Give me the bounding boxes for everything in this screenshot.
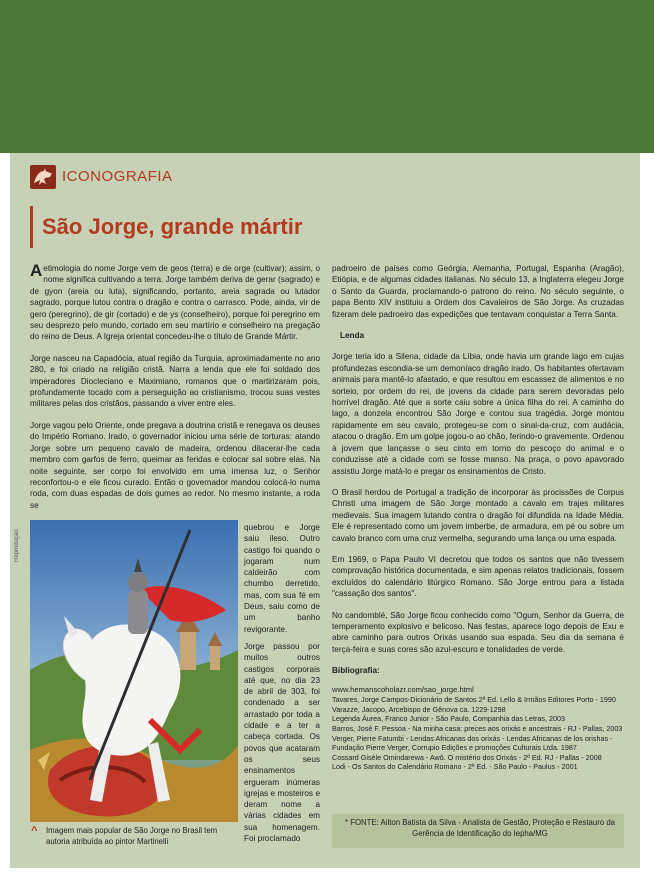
- paragraph-candomble: No candomblé, São Jorge ficou conhecido como "Ogum, Senhor da Guerra, de temperamento explosivo e belicoso. Nas festas, aparece logo depois de Exu e abre caminho para outros Orixás usando sua espada. Seu dia da semana é terça-feira e suas cores são azul-escuro e tonalidades de verde.: [332, 610, 624, 654]
- paragraph-1969: Em 1969, o Papa Paulo VI decretou que todos os santos que não tivessem comprovação histórica documentada, e sim apenas relatos tradicionais, fossem excluídos do calendário litúrgico Romano. São Jorge entrou para a listada "cassação dos santos".: [332, 554, 624, 599]
- bibliography-item: www.hemanscoholazr.com/sao_jorge.html: [332, 684, 474, 694]
- top-green-band: [0, 0, 654, 153]
- paragraph-legend: Jorge teria ido a Silena, cidade da Líbia, onde havia um grande lago em cujas profundezas escondia-se um demoníaco dragão irado. Os habitantes ofertavam animais para mantê-lo afastado, e que resultou em escassez de alimentos e no sorteio, por ordem do rei, de jovens da cidade para serem devoradas pelo horrível dragão. Até que a sorte caiu sobre a única filha do rei. A caminho do lago, a donzela encontrou São Jorge e contou sua tragédia. Jorge montou rapidamente em seu cavalo, protegeu-se com o sinal-da-cruz, com audácia, atacou o dragão. Em um golpe jogou-o ao chão, ferindo-o gravemente. Ordenou à jovem que lançasse o seu cinto em torno do pescoço do animal e o conduzisse até a cidade com se fosse manso. Na praça, o povo apavorado assistiu Jorge matá-lo e pregar os ensinamentos de Cristo.: [332, 352, 624, 476]
- paragraph-cauldron: quebrou e Jorge saiu ileso. Outro castigo foi quando o jogaram num caldeirão com chumbo derretido, mas, com sua fé em Deus, saiu como de um banho revigorante.: [244, 523, 320, 634]
- saint-george-painting: [30, 520, 238, 822]
- paragraph-patron: padroeiro de países como Geórgia, Alemanha, Portugal, Espanha (Aragão), Etiópia, e de algumas cidades italianas. No século 13, a Inglaterra elegeu Jorge o Santo da Guarda, proclamando-o patrono do reino. No século seguinte, o papa Bento XIV instituiu a Ordem dos Cavaleiros de São Jorge. As cruzadas fizeram dele padroeiro das expedições que tentavam conquistar a Terra Santa.: [332, 264, 624, 319]
- bibliography-title: Bibliografia:: [332, 666, 380, 676]
- bibliography-item: Lodi - Os Santos do Calendário Romano - 2ª Ed. - São Paulo - Paulus - 2001: [332, 762, 578, 772]
- bibliography-list: [332, 685, 624, 772]
- photo-credit: Reprodução: [14, 529, 20, 562]
- title-accent-bar: [30, 206, 33, 248]
- paragraph-torture: Jorge vagou pelo Oriente, onde pregava a doutrina cristã e renegava os deuses do Império Romano. Irado, o governador iniciou uma série de torturas: atando Jorge sobre um pequeno cavalo de madeira, ordenou dilacerar-lhe cada membro com garfos de ferro, queimar as feridas e colocar sal sobre elas. Na noite seguinte, ser corpo foi envolvido em uma imensa luz, o Senhor reconfortou-o e ele ficou curado. Então o governador mandou colocá-lo numa roda, com duas espadas de dois gumes ao redor. No mesmo instante, a roda se: [30, 420, 320, 510]
- image-caption: Imagem mais popular de São Jorge no Brasil tem autoria atribuída ao pintor Martinelli: [46, 826, 218, 846]
- paragraph-birth: Jorge nasceu na Capadócia, atual região da Turquia, aproximadamente no ano 280, e foi criado na religião cristã. Narra a lenda que ele foi soldado dos imperadores Diocleciano e Maximiano, romanos que o martirizaram pois, profundamente tocado com a perseguição ao cristianismo, trocou suas vestes militares pelas dos cristãos, passando a viver entre eles.: [30, 353, 320, 409]
- paragraph-martyrdom: Jorge passou por muitos outros castigos corporais até que, no dia 23 de abril de 303, foi condenado a ser arrastado por toda a cidade e a ter a cabeça cortada. Os povos que acataram os seus ensinamentos ergueram inúmeras igrejas e mosteiros e deram nome a várias cidades em sua homenagem. Foi proclamado: [244, 641, 320, 844]
- bibliography-item: Legenda Áurea, Franco Junior - São Paulo, Companhia das Letras, 2003: [332, 714, 565, 724]
- subhead-lenda: Lenda: [340, 331, 365, 341]
- right-column: [332, 263, 624, 772]
- paragraph-etymology: [30, 263, 320, 343]
- right-margin: [640, 153, 654, 880]
- caption-marker-icon: ^: [31, 825, 38, 837]
- article-title: São Jorge, grande mártir: [42, 214, 303, 239]
- bibliography-item: Verger, Pierre Fatumbi - Lendas Africanas dos orixás - Lendas Africanas de los orishas - Fundação Pierre Verger, Corrupio Edições e promoções Culturais Ltda. 1987: [332, 733, 613, 753]
- paragraph-text: etimologia do nome Jorge vem de geos (terra) e de orge (cultivar); assim, o nome significa cultivando a terra. Jorge também deriva de gerar (sagrado) e de gyon (areia ou luta), significando, portanto, areia sagrada ou lutador sagrado, porque lutou contra o dragão e contra o carrasco. Pode, ainda, vir de gero (peregrino), de gir (cortado) e de ys (conselheiro), porque foi peregrino em seu desprezo pelo mundo, cortado em seu martírio e conselheiro na pregação do reino de Deus. A Igreja oriental concedeu-lhe o título de Grande Mártir.: [30, 264, 320, 342]
- bibliography-item: Cossard Gisèle Omindarewa - Awô. O mistério dos Orixás - 2ª Ed. RJ - Pallas - 2008: [332, 752, 602, 762]
- drop-cap: A: [30, 261, 43, 280]
- bibliography-item: Tavares, Jorge Campos-Dicionário de Santos 2ª Ed. Lello & Irmãos Editores Porto - 1990: [332, 695, 616, 705]
- paragraph-brazil: O Brasil herdou de Portugal a tradição de incorporar às procissões de Corpus Christi uma imagem de São Jorge montado a cavalo em trajes militares medievais. Sua imagem lutando contra o dragão foi difundida na Idade Média. Ele é representado como um jovem imberbe, de armadura, em pé ou sobre um cavalo branco com uma cruz vermelha, segurando uma lança ou uma espada.: [332, 487, 624, 543]
- dragon-emblem-icon: [30, 165, 56, 189]
- source-note: * FONTE: Ailton Batista da Silva - Analista de Gestão, Proteção e Restauro da Gerência de Identificação do Iepha/MG: [332, 814, 624, 848]
- section-label: ICONOGRAFIA: [62, 168, 173, 185]
- narrow-column: [244, 522, 320, 850]
- bibliography-item: Barros, José F. Pessoa - Na minha casa: preces aos orixás e ancestrais - RJ - Pallas, 2003: [332, 723, 623, 733]
- bibliography-item: Varazze, Jacopo, Arcebispo de Gênova ca. 1229-1298: [332, 704, 506, 714]
- left-column-top: [30, 263, 320, 521]
